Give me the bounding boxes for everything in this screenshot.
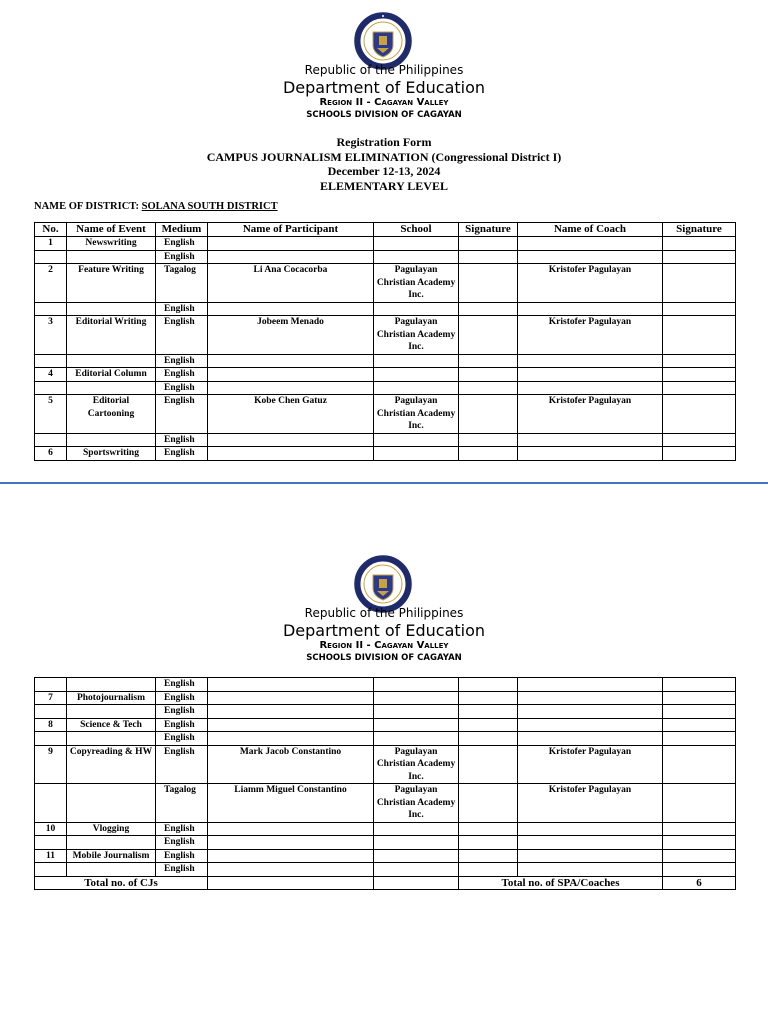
participant-name <box>208 705 374 719</box>
coach-name <box>518 302 663 316</box>
participant-signature <box>459 718 518 732</box>
table-row <box>35 705 736 719</box>
medium: Tagalog <box>156 264 208 303</box>
event-name <box>67 732 156 746</box>
coach-name <box>518 368 663 382</box>
deped-seal-icon <box>354 555 412 613</box>
coach-name <box>518 863 663 877</box>
school-name <box>374 368 459 382</box>
coach-signature <box>663 836 736 850</box>
event-name <box>67 433 156 447</box>
medium: English <box>156 863 208 877</box>
coach-name <box>518 691 663 705</box>
participant-name <box>208 718 374 732</box>
col-header-school: School <box>374 223 459 237</box>
coach-name <box>518 705 663 719</box>
event-number <box>35 381 67 395</box>
region-heading: Region II - Cagayan Valley <box>319 97 449 108</box>
participant-name <box>208 447 374 461</box>
school-name: Pagulayan Christian Academy Inc. <box>374 264 459 303</box>
coach-signature <box>663 822 736 836</box>
event-name <box>67 863 156 877</box>
coach-name <box>518 433 663 447</box>
participant-signature <box>459 822 518 836</box>
participant-signature <box>459 745 518 784</box>
department-heading: Department of Education <box>282 621 486 640</box>
participant-signature <box>459 250 518 264</box>
event-number <box>35 250 67 264</box>
medium: English <box>156 316 208 355</box>
participant-signature <box>459 849 518 863</box>
medium: English <box>156 433 208 447</box>
coach-name: Kristofer Pagulayan <box>518 395 663 434</box>
coach-signature <box>663 368 736 382</box>
deped-seal-icon <box>354 12 412 70</box>
coach-signature <box>663 784 736 823</box>
division-heading: SCHOOLS DIVISION OF CAGAYAN <box>306 653 462 663</box>
coach-name <box>518 732 663 746</box>
coach-signature <box>663 302 736 316</box>
col-header-coach: Name of Coach <box>518 223 663 237</box>
coach-signature <box>663 745 736 784</box>
participant-name <box>208 302 374 316</box>
event-number <box>35 354 67 368</box>
table-body-page-2 <box>35 678 736 877</box>
school-name <box>374 718 459 732</box>
event-number <box>35 433 67 447</box>
table-header-row <box>35 223 736 237</box>
participant-name <box>208 822 374 836</box>
table-row <box>35 691 736 705</box>
school-name <box>374 433 459 447</box>
school-name <box>374 849 459 863</box>
medium: English <box>156 237 208 251</box>
school-name <box>374 354 459 368</box>
table-row <box>35 264 736 303</box>
coach-signature <box>663 447 736 461</box>
coach-signature <box>663 395 736 434</box>
coach-signature <box>663 705 736 719</box>
event-name: Photojournalism <box>67 691 156 705</box>
coach-signature <box>663 381 736 395</box>
medium: English <box>156 354 208 368</box>
coach-name <box>518 381 663 395</box>
district-line <box>34 201 278 212</box>
event-name <box>67 354 156 368</box>
medium: English <box>156 836 208 850</box>
event-number: 2 <box>35 264 67 303</box>
school-name <box>374 836 459 850</box>
event-dates: December 12-13, 2024 <box>327 164 441 178</box>
coach-signature <box>663 250 736 264</box>
participant-name: Kobe Chen Gatuz <box>208 395 374 434</box>
coach-name <box>518 849 663 863</box>
event-name: Copyreading & HW <box>67 745 156 784</box>
table-row <box>35 395 736 434</box>
school-name <box>374 302 459 316</box>
medium: English <box>156 678 208 692</box>
participant-signature <box>459 302 518 316</box>
medium: English <box>156 381 208 395</box>
event-number <box>35 678 67 692</box>
medium: Tagalog <box>156 784 208 823</box>
table-row <box>35 433 736 447</box>
school-name: Pagulayan Christian Academy Inc. <box>374 745 459 784</box>
medium: English <box>156 447 208 461</box>
table-row <box>35 447 736 461</box>
coach-signature <box>663 691 736 705</box>
total-cjs-value <box>208 876 374 890</box>
event-number: 3 <box>35 316 67 355</box>
medium: English <box>156 705 208 719</box>
participant-name <box>208 863 374 877</box>
totals-row <box>35 876 736 890</box>
district-label: NAME OF DISTRICT: <box>34 201 140 212</box>
participant-name <box>208 368 374 382</box>
school-name <box>374 863 459 877</box>
table-body-page-1 <box>35 237 736 461</box>
coach-name: Kristofer Pagulayan <box>518 745 663 784</box>
participant-signature <box>459 863 518 877</box>
coach-signature <box>663 237 736 251</box>
form-title: Registration Form <box>336 135 432 149</box>
region-heading: Region II - Cagayan Valley <box>319 640 449 651</box>
event-name: Mobile Journalism <box>67 849 156 863</box>
event-name <box>67 381 156 395</box>
table-row <box>35 302 736 316</box>
republic-heading: Republic of the Philippines <box>304 606 464 620</box>
col-header-no: No. <box>35 223 67 237</box>
event-number <box>35 836 67 850</box>
coach-name: Kristofer Pagulayan <box>518 784 663 823</box>
page-2 <box>0 486 768 1024</box>
school-name: Pagulayan Christian Academy Inc. <box>374 784 459 823</box>
event-number <box>35 302 67 316</box>
event-name: Vlogging <box>67 822 156 836</box>
total-coaches-value: 6 <box>663 876 736 890</box>
event-name: Science & Tech <box>67 718 156 732</box>
participant-signature <box>459 395 518 434</box>
event-number: 10 <box>35 822 67 836</box>
event-level: ELEMENTARY LEVEL <box>320 179 448 193</box>
event-number: 8 <box>35 718 67 732</box>
coach-name <box>518 836 663 850</box>
participant-name: Liamm Miguel Constantino <box>208 784 374 823</box>
coach-signature <box>663 849 736 863</box>
event-number: 9 <box>35 745 67 784</box>
medium: English <box>156 718 208 732</box>
school-name <box>374 250 459 264</box>
col-header-coach-signature: Signature <box>663 223 736 237</box>
table-row <box>35 849 736 863</box>
school-name <box>374 678 459 692</box>
event-number: 5 <box>35 395 67 434</box>
coach-signature <box>663 433 736 447</box>
medium: English <box>156 302 208 316</box>
event-name: Editorial Column <box>67 368 156 382</box>
event-name <box>67 250 156 264</box>
event-name <box>67 784 156 823</box>
event-number: 6 <box>35 447 67 461</box>
participant-signature <box>459 705 518 719</box>
participant-name <box>208 732 374 746</box>
page-divider <box>0 482 768 484</box>
participant-signature <box>459 264 518 303</box>
participant-signature <box>459 732 518 746</box>
table-row <box>35 784 736 823</box>
event-name <box>67 678 156 692</box>
table-row <box>35 237 736 251</box>
medium: English <box>156 822 208 836</box>
table-row <box>35 678 736 692</box>
event-number <box>35 732 67 746</box>
table-row <box>35 745 736 784</box>
school-name <box>374 691 459 705</box>
participant-signature <box>459 447 518 461</box>
coach-name <box>518 354 663 368</box>
event-name <box>67 302 156 316</box>
total-coaches-label: Total no. of SPA/Coaches <box>459 876 663 890</box>
republic-heading: Republic of the Philippines <box>304 63 464 77</box>
school-name <box>374 705 459 719</box>
event-number <box>35 863 67 877</box>
event-number: 1 <box>35 237 67 251</box>
medium: English <box>156 691 208 705</box>
participant-name: Li Ana Cocacorba <box>208 264 374 303</box>
event-name: Newswriting <box>67 237 156 251</box>
table-row <box>35 718 736 732</box>
participant-name <box>208 433 374 447</box>
participant-signature <box>459 433 518 447</box>
table-row <box>35 354 736 368</box>
table-row <box>35 836 736 850</box>
event-name: Sportswriting <box>67 447 156 461</box>
school-name <box>374 732 459 746</box>
table-row <box>35 316 736 355</box>
coach-signature <box>663 264 736 303</box>
participant-signature <box>459 368 518 382</box>
school-name <box>374 822 459 836</box>
event-number: 11 <box>35 849 67 863</box>
coach-signature <box>663 863 736 877</box>
table-row <box>35 732 736 746</box>
event-number: 4 <box>35 368 67 382</box>
coach-name: Kristofer Pagulayan <box>518 264 663 303</box>
participant-signature <box>459 836 518 850</box>
event-number <box>35 784 67 823</box>
participant-name <box>208 381 374 395</box>
table-row <box>35 863 736 877</box>
participant-signature <box>459 784 518 823</box>
participant-signature <box>459 237 518 251</box>
table-row <box>35 381 736 395</box>
page-1 <box>0 0 768 482</box>
school-name <box>374 447 459 461</box>
school-name <box>374 237 459 251</box>
table-row <box>35 250 736 264</box>
total-cjs-label: Total no. of CJs <box>35 876 208 890</box>
coach-name <box>518 250 663 264</box>
col-header-participant: Name of Participant <box>208 223 374 237</box>
participant-name: Mark Jacob Constantino <box>208 745 374 784</box>
participant-signature <box>459 691 518 705</box>
medium: English <box>156 745 208 784</box>
event-name <box>67 836 156 850</box>
coach-signature <box>663 678 736 692</box>
event-name <box>67 705 156 719</box>
participant-name <box>208 691 374 705</box>
medium: English <box>156 732 208 746</box>
school-name <box>374 381 459 395</box>
coach-name <box>518 237 663 251</box>
division-heading: SCHOOLS DIVISION OF CAGAYAN <box>306 110 462 120</box>
participant-name <box>208 678 374 692</box>
participant-name <box>208 836 374 850</box>
coach-signature <box>663 354 736 368</box>
district-value: SOLANA SOUTH DISTRICT <box>141 201 278 212</box>
medium: English <box>156 849 208 863</box>
coach-name <box>518 718 663 732</box>
participant-signature <box>459 678 518 692</box>
table-row <box>35 822 736 836</box>
event-name: Editorial Cartooning <box>67 395 156 434</box>
participant-name <box>208 354 374 368</box>
event-name: Editorial Writing <box>67 316 156 355</box>
school-name: Pagulayan Christian Academy Inc. <box>374 316 459 355</box>
coach-signature <box>663 718 736 732</box>
event-title: CAMPUS JOURNALISM ELIMINATION (Congressional District I) <box>206 150 562 164</box>
department-heading: Department of Education <box>282 78 486 97</box>
event-number <box>35 705 67 719</box>
col-header-signature: Signature <box>459 223 518 237</box>
participant-name <box>208 250 374 264</box>
col-header-event: Name of Event <box>67 223 156 237</box>
table-row <box>35 368 736 382</box>
coach-name <box>518 447 663 461</box>
medium: English <box>156 250 208 264</box>
medium: English <box>156 368 208 382</box>
participant-name <box>208 849 374 863</box>
coach-name <box>518 822 663 836</box>
participant-name: Jobeem Menado <box>208 316 374 355</box>
coach-signature <box>663 316 736 355</box>
event-number: 7 <box>35 691 67 705</box>
coach-name: Kristofer Pagulayan <box>518 316 663 355</box>
registration-table-page-1 <box>34 222 736 461</box>
registration-table-page-2 <box>34 677 736 890</box>
participant-name <box>208 237 374 251</box>
participant-signature <box>459 381 518 395</box>
event-name: Feature Writing <box>67 264 156 303</box>
school-name: Pagulayan Christian Academy Inc. <box>374 395 459 434</box>
coach-name <box>518 678 663 692</box>
participant-signature <box>459 354 518 368</box>
col-header-medium: Medium <box>156 223 208 237</box>
participant-signature <box>459 316 518 355</box>
totals-blank-cell <box>374 876 459 890</box>
medium: English <box>156 395 208 434</box>
coach-signature <box>663 732 736 746</box>
